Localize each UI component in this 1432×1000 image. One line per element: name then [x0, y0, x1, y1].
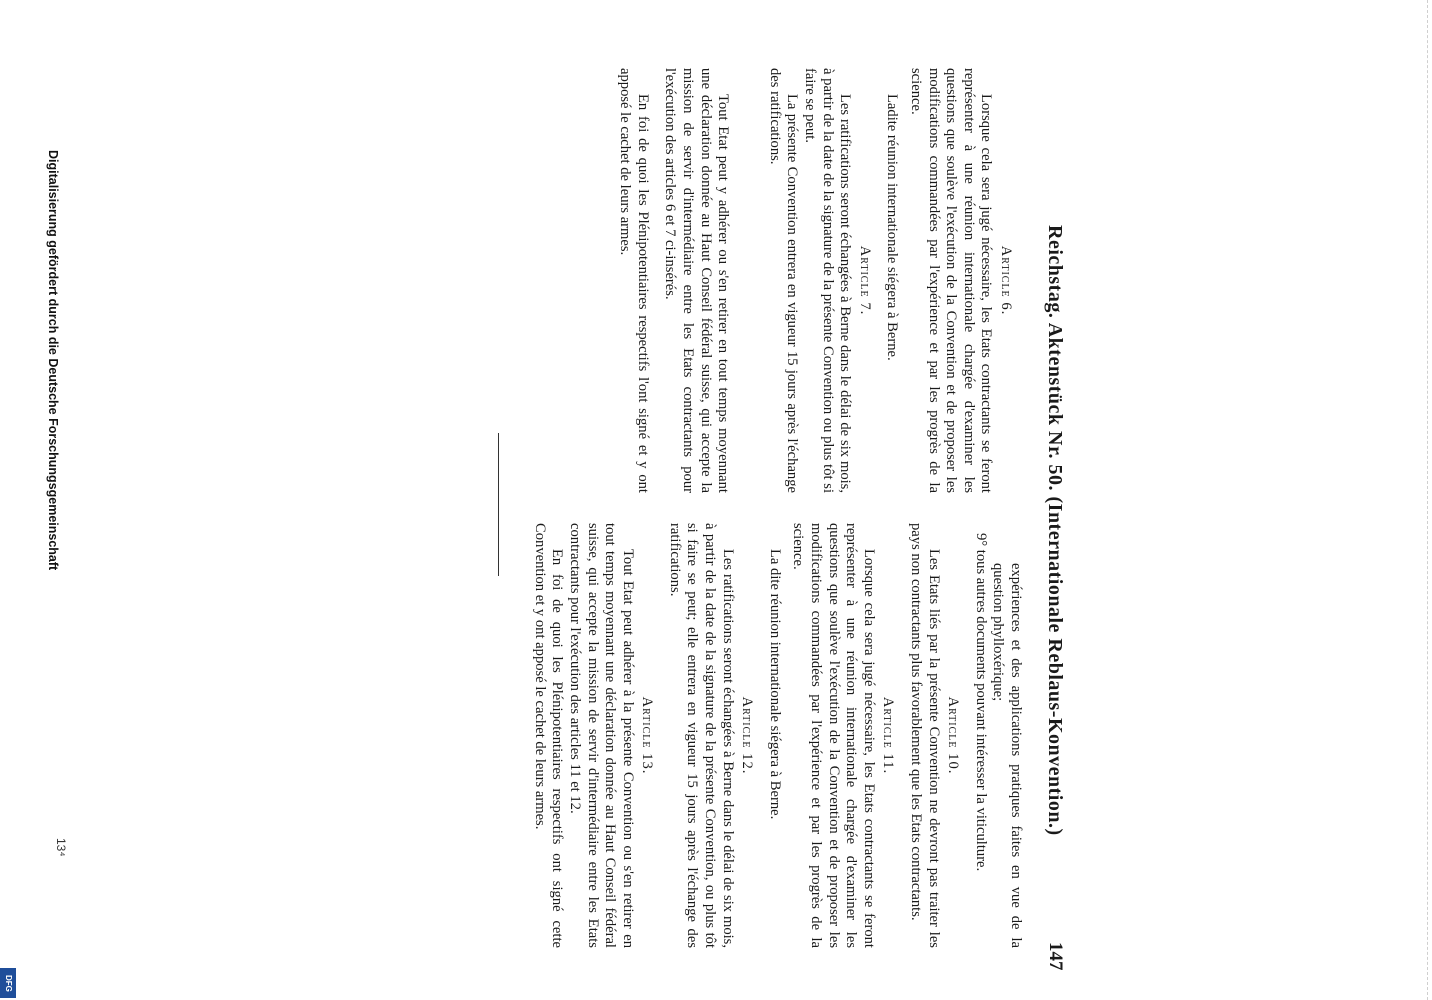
- list-item-9-marker: 9°: [972, 533, 989, 547]
- running-title: Reichstag. Aktenstück Nr. 50. (Internationale Reblaus-Konvention.): [1044, 225, 1066, 836]
- list-item-9-text: tous autres documents pouvant intéresser la viticulture.: [972, 549, 989, 872]
- article-6-heading: Article 6.: [998, 245, 1014, 316]
- separator-rule: [498, 433, 499, 576]
- article-13-paragraph-2: En foi de quoi les Plénipotentiaires respectifs ont signé cette Convention et y ont apposé le cachet de leurs armes.: [531, 523, 566, 948]
- article-7-paragraph-1: Les ratifications seront échangées à Berne dans le délai de six mois, à partir de la date de la signature de la présente Convention ou plus tôt si faire se peut.: [802, 68, 854, 493]
- page-number: 147: [1045, 942, 1066, 971]
- article-13-heading: Article 13.: [639, 696, 656, 775]
- article-7-heading: Article 7.: [856, 245, 873, 316]
- article-6-paragraph-2: Ladite réunion internationale siégera à Berne.: [884, 94, 901, 361]
- list-item-continuation: expériences et des applications pratiques faites en vue de la question phylloxérique;: [990, 563, 1024, 948]
- document-page: [366, 0, 1066, 1000]
- article-13-paragraph-1: Tout Etat peut adhérer à la présente Convention ou s'en retirer en tout temps moyennant une déclaration donnée au Haut Conseil fédéral suisse, qui accepte la mission de servir d'intermédiaire entre les Etats contractants pour l'exécution des articles 11 et 12.: [566, 523, 636, 948]
- article-11-paragraph-2: La dite réunion internationale siégera à Berne.: [766, 549, 783, 820]
- scan-edge: [1427, 0, 1428, 1000]
- digitization-credit: Digitalisierung gefördert durch die Deutsche Forschungsgemeinschaft: [46, 150, 60, 571]
- article-10-paragraph-1: Les Etats liés par la présente Convention ne devront pas traiter les pays non contractants plus favorablement que les Etats contractants.: [908, 523, 942, 948]
- page-header: [1036, 0, 1066, 1000]
- adhesion-paragraph: Tout Etat peut y adhérer ou s'en retirer en tout temps moyennant une déclaration donnée au Haut Conseil fédéral suisse, qui accepte la mission de servir d'intermédiaire entre les Etats contractants pour l'exécution des articles 6 et 7 ci-insérés.: [662, 68, 732, 493]
- dfg-logo-icon: DFG: [0, 968, 16, 998]
- article-12-paragraph-1: Les ratifications seront échangées à Berne dans le délai de six mois, à partir de la date de la signature de la présente Convention, ou plus tôt si faire se peut; elle entrera en vigueur 15 jours après l'échange des ratifications.: [666, 523, 736, 948]
- list-item-9: [971, 533, 989, 948]
- article-11-paragraph-1: Lorsque cela sera jugé nécessaire, les Etats contractants se feront représenter à une réunion internationale chargée d'examiner les questions que soulève l'exécution de la Convention et de proposer les modifications commandées par l'expérience et par les progrès de la science.: [790, 523, 877, 948]
- left-column: [616, 68, 1024, 493]
- article-7-paragraph-2: La présente Convention entrera en vigueur 15 jours après l'échange des ratifications.: [766, 68, 801, 493]
- scan-page-id: 13⁴: [54, 838, 68, 857]
- article-11-heading: Article 11.: [880, 696, 897, 775]
- closing-paragraph: En foi de quoi les Plénipotentiaires respectifs l'ont signé et y ont apposé le cachet de leurs armes.: [617, 68, 651, 493]
- article-12-heading: Article 12.: [739, 696, 756, 775]
- article-10-heading: Article 10.: [945, 696, 962, 775]
- right-column: [530, 523, 1024, 948]
- article-6-paragraph-1: Lorsque cela sera jugé nécessaire, les Etats contractants se feront représenter à une réunion internationale chargée d'examiner les questions que soulève l'exécution de la Convention et de proposer les modifications commandées par l'expérience et par les progrès de la science.: [908, 68, 995, 493]
